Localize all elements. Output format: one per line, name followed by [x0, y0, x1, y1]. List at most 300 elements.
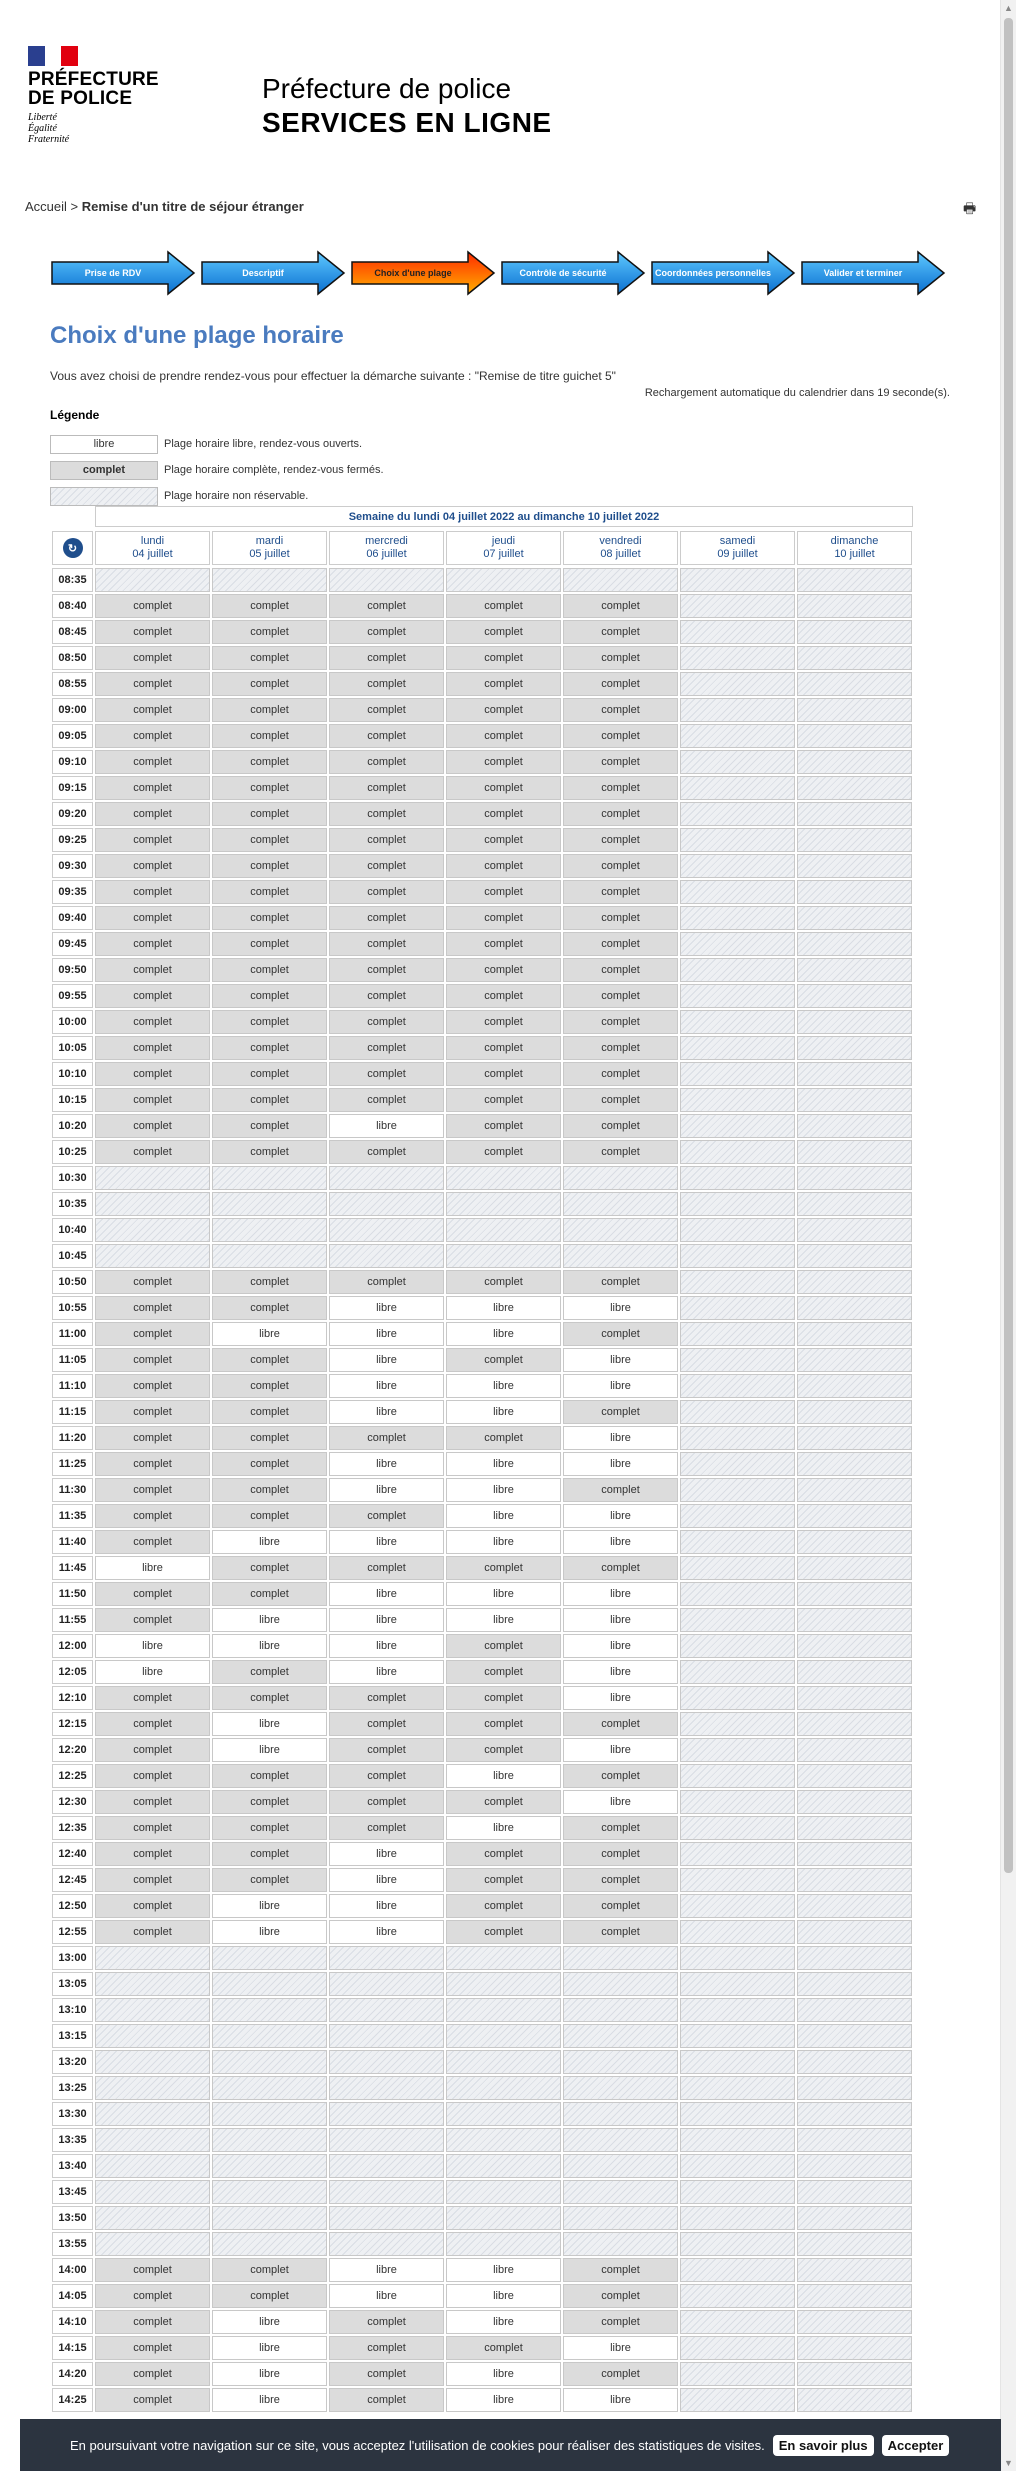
slot-full: complet [212, 1764, 327, 1788]
slot-full: complet [212, 1452, 327, 1476]
slot-unavailable [797, 1244, 912, 1268]
slot-unavailable [797, 594, 912, 618]
slot-free[interactable]: libre [446, 2310, 561, 2334]
table-row [52, 620, 914, 646]
slot-unavailable [797, 1530, 912, 1554]
slot-unavailable [680, 1712, 795, 1736]
slot-unavailable [797, 2232, 912, 2256]
slot-unavailable [680, 698, 795, 722]
slot-full: complet [329, 1062, 444, 1086]
slot-time: 11:15 [52, 1400, 93, 1424]
slot-unavailable [329, 2050, 444, 2074]
slot-free[interactable]: libre [563, 1504, 678, 1528]
slot-free[interactable]: libre [563, 1686, 678, 1710]
slot-time: 10:15 [52, 1088, 93, 1112]
table-row [52, 1192, 914, 1218]
slot-free[interactable]: libre [329, 1842, 444, 1866]
slot-free[interactable]: libre [329, 1452, 444, 1476]
slot-time: 13:45 [52, 2180, 93, 2204]
slot-unavailable [212, 2154, 327, 2178]
slot-free[interactable]: libre [446, 1530, 561, 1554]
slot-free[interactable]: libre [446, 1608, 561, 1632]
slot-time: 09:35 [52, 880, 93, 904]
slot-unavailable [446, 1946, 561, 1970]
slot-unavailable [797, 1972, 912, 1996]
slot-unavailable [797, 1790, 912, 1814]
slot-full: complet [563, 1764, 678, 1788]
slot-full: complet [212, 1400, 327, 1424]
table-row [52, 1998, 914, 2024]
slot-free[interactable]: libre [446, 1816, 561, 1840]
slot-time: 12:30 [52, 1790, 93, 1814]
slot-unavailable [797, 932, 912, 956]
slot-unavailable [680, 2050, 795, 2074]
cookie-text: En poursuivant votre navigation sur ce site, vous acceptez l'utilisation de cookies pour réaliser des statistiques de visites. [70, 2437, 765, 2453]
slot-full: complet [95, 802, 210, 826]
slot-free[interactable]: libre [446, 1400, 561, 1424]
slot-free[interactable]: libre [212, 1634, 327, 1658]
table-row [52, 880, 914, 906]
table-row [52, 1166, 914, 1192]
slot-full: complet [212, 1790, 327, 1814]
slot-full: complet [212, 1556, 327, 1580]
procedure-intro: Vous avez choisi de prendre rendez-vous pour effectuer la démarche suivante : "Remise de titre guichet 5" [50, 369, 616, 383]
slot-unavailable [797, 2206, 912, 2230]
slot-full: complet [446, 1894, 561, 1918]
slot-unavailable [446, 2102, 561, 2126]
slot-free[interactable]: libre [212, 1608, 327, 1632]
slot-unavailable [212, 1218, 327, 1242]
slot-unavailable [329, 2076, 444, 2100]
slot-unavailable [797, 1738, 912, 1762]
slot-free[interactable]: libre [329, 1530, 444, 1554]
step-label: Contrôle de sécurité [519, 268, 607, 278]
slot-time: 09:45 [52, 932, 93, 956]
slot-unavailable [212, 1998, 327, 2022]
slot-unavailable [797, 1140, 912, 1164]
slot-free[interactable]: libre [329, 1634, 444, 1658]
slot-free[interactable]: libre [563, 2336, 678, 2360]
slot-time: 12:00 [52, 1634, 93, 1658]
slot-unavailable [212, 1192, 327, 1216]
legend-text: Plage horaire non réservable. [164, 490, 309, 502]
slot-unavailable [680, 1088, 795, 1112]
slot-unavailable [329, 2232, 444, 2256]
slot-unavailable [797, 1478, 912, 1502]
slot-full: complet [95, 2388, 210, 2412]
slot-free[interactable]: libre [446, 1374, 561, 1398]
table-row [52, 1764, 914, 1790]
slot-time: 12:45 [52, 1868, 93, 1892]
slot-full: complet [329, 932, 444, 956]
slot-unavailable [797, 1816, 912, 1840]
slot-free[interactable]: libre [329, 1478, 444, 1502]
slot-unavailable [680, 1868, 795, 1892]
week-header: Semaine du lundi 04 juillet 2022 au dimanche 10 juillet 2022 [95, 506, 913, 527]
slot-full: complet [212, 2284, 327, 2308]
slot-unavailable [797, 698, 912, 722]
step-1[interactable] [50, 250, 200, 296]
slot-full: complet [446, 828, 561, 852]
slot-time: 13:05 [52, 1972, 93, 1996]
slot-free[interactable]: libre [329, 2284, 444, 2308]
table-row [52, 1088, 914, 1114]
slot-free[interactable]: libre [329, 1348, 444, 1372]
slot-time: 09:25 [52, 828, 93, 852]
slot-full: complet [95, 646, 210, 670]
slot-unavailable [680, 1530, 795, 1554]
slot-full: complet [212, 1270, 327, 1294]
slot-free[interactable]: libre [329, 1322, 444, 1346]
slot-full: complet [446, 1842, 561, 1866]
slot-full: complet [563, 1270, 678, 1294]
table-row [52, 906, 914, 932]
slot-full: complet [563, 672, 678, 696]
prefecture-logo[interactable] [28, 46, 158, 145]
slot-full: complet [212, 932, 327, 956]
slot-full: complet [329, 2310, 444, 2334]
step-4[interactable] [500, 250, 650, 296]
slot-unavailable [680, 2076, 795, 2100]
motto-fraternite: Fraternité [28, 134, 70, 145]
slot-full: complet [329, 620, 444, 644]
slot-time: 14:15 [52, 2336, 93, 2360]
slot-free[interactable]: libre [212, 1920, 327, 1944]
slot-free[interactable]: libre [329, 1400, 444, 1424]
table-row [52, 594, 914, 620]
slot-full: complet [563, 750, 678, 774]
slot-full: complet [563, 1400, 678, 1424]
table-row [52, 1426, 914, 1452]
slot-full: complet [563, 594, 678, 618]
slot-free[interactable]: libre [563, 1660, 678, 1684]
table-row [52, 1920, 914, 1946]
slot-free[interactable]: libre [329, 1114, 444, 1138]
step-6[interactable] [800, 250, 950, 296]
slot-unavailable [680, 2128, 795, 2152]
slot-free[interactable]: libre [95, 1556, 210, 1580]
slot-full: complet [563, 1114, 678, 1138]
slot-full: complet [446, 1634, 561, 1658]
slot-free[interactable]: libre [212, 1712, 327, 1736]
scrollbar-thumb[interactable] [1004, 18, 1013, 1873]
slot-unavailable [212, 2206, 327, 2230]
slot-full: complet [95, 1478, 210, 1502]
slot-unavailable [680, 1322, 795, 1346]
slot-full: complet [563, 1322, 678, 1346]
slot-unavailable [329, 1192, 444, 1216]
slot-free[interactable]: libre [329, 1894, 444, 1918]
slot-unavailable [680, 1270, 795, 1294]
slot-time: 11:05 [52, 1348, 93, 1372]
slot-free[interactable]: libre [446, 1452, 561, 1476]
slot-unavailable [797, 2154, 912, 2178]
slot-free[interactable]: libre [563, 1790, 678, 1814]
slot-time: 09:05 [52, 724, 93, 748]
slot-unavailable [680, 1556, 795, 1580]
table-row [52, 1634, 914, 1660]
slot-full: complet [446, 854, 561, 878]
slot-full: complet [95, 1504, 210, 1528]
slot-full: complet [212, 958, 327, 982]
slot-full: complet [329, 776, 444, 800]
day-name: mardi [255, 535, 284, 547]
slot-time: 11:55 [52, 1608, 93, 1632]
slot-time: 13:25 [52, 2076, 93, 2100]
slot-full: complet [329, 1686, 444, 1710]
cookie-accept-button[interactable]: Accepter [882, 2435, 950, 2456]
slot-full: complet [446, 1738, 561, 1762]
day-date: 07 juillet [483, 548, 524, 560]
table-row [52, 1946, 914, 1972]
slot-unavailable [95, 1998, 210, 2022]
table-row [52, 1790, 914, 1816]
slot-unavailable [797, 906, 912, 930]
slot-free[interactable]: libre [563, 2388, 678, 2412]
time-slot-rows [52, 568, 914, 2414]
slot-free[interactable]: libre [212, 2310, 327, 2334]
slot-unavailable [680, 724, 795, 748]
slot-unavailable [446, 568, 561, 592]
slot-unavailable [797, 776, 912, 800]
table-row [52, 1868, 914, 1894]
slot-unavailable [563, 2050, 678, 2074]
slot-time: 11:40 [52, 1530, 93, 1554]
slot-time: 09:15 [52, 776, 93, 800]
slot-free[interactable]: libre [212, 2336, 327, 2360]
slot-unavailable [680, 1244, 795, 1268]
slot-free[interactable]: libre [446, 2284, 561, 2308]
slot-free[interactable]: libre [212, 1894, 327, 1918]
slot-full: complet [95, 2362, 210, 2386]
table-row [52, 1374, 914, 1400]
table-row [52, 1660, 914, 1686]
slot-full: complet [212, 1348, 327, 1372]
slot-unavailable [797, 1166, 912, 1190]
slot-unavailable [680, 1218, 795, 1242]
slot-full: complet [563, 776, 678, 800]
table-row [52, 750, 914, 776]
slot-full: complet [563, 724, 678, 748]
scroll-up-icon[interactable]: ▲ [1004, 3, 1013, 13]
slot-time: 08:55 [52, 672, 93, 696]
cookie-more-button[interactable]: En savoir plus [773, 2435, 874, 2456]
slot-unavailable [797, 1556, 912, 1580]
slot-full: complet [212, 1296, 327, 1320]
slot-unavailable [446, 1998, 561, 2022]
table-row [52, 1738, 914, 1764]
slot-full: complet [212, 1062, 327, 1086]
slot-free[interactable]: libre [563, 1452, 678, 1476]
slot-free[interactable]: libre [329, 1582, 444, 1606]
slot-free[interactable]: libre [563, 1296, 678, 1320]
slot-free[interactable]: libre [563, 1374, 678, 1398]
slot-full: complet [329, 1140, 444, 1164]
slot-free[interactable]: libre [446, 1322, 561, 1346]
slot-free[interactable]: libre [563, 1634, 678, 1658]
slot-free[interactable]: libre [446, 1478, 561, 1502]
slot-unavailable [797, 1998, 912, 2022]
slot-free[interactable]: libre [446, 1296, 561, 1320]
slot-free[interactable]: libre [446, 2388, 561, 2412]
slot-unavailable [563, 2128, 678, 2152]
table-row [52, 1972, 914, 1998]
slot-unavailable [680, 1972, 795, 1996]
slot-unavailable [797, 1270, 912, 1294]
slot-unavailable [563, 2076, 678, 2100]
slot-free[interactable]: libre [329, 1868, 444, 1892]
table-row [52, 2388, 914, 2414]
slot-unavailable [446, 1972, 561, 1996]
slot-full: complet [95, 828, 210, 852]
slot-unavailable [680, 1166, 795, 1190]
slot-full: complet [446, 880, 561, 904]
slot-free[interactable]: libre [212, 2362, 327, 2386]
slot-unavailable [329, 1166, 444, 1190]
slot-full: complet [95, 750, 210, 774]
slot-free[interactable]: libre [95, 1660, 210, 1684]
slot-full: complet [95, 1088, 210, 1112]
slot-free[interactable]: libre [329, 1296, 444, 1320]
slot-unavailable [797, 1946, 912, 1970]
slot-full: complet [95, 1426, 210, 1450]
slot-free[interactable]: libre [446, 2362, 561, 2386]
slot-time: 09:50 [52, 958, 93, 982]
slot-free[interactable]: libre [563, 1582, 678, 1606]
slot-unavailable [446, 2154, 561, 2178]
day-name: vendredi [599, 535, 642, 547]
slot-unavailable [95, 1218, 210, 1242]
slot-full: complet [446, 594, 561, 618]
slot-free[interactable]: libre [329, 1660, 444, 1684]
slot-free[interactable]: libre [563, 1738, 678, 1762]
slot-unavailable [680, 2336, 795, 2360]
slot-free[interactable]: libre [212, 1738, 327, 1762]
slot-free[interactable]: libre [446, 1764, 561, 1788]
page-scrollbar[interactable] [1000, 0, 1016, 2471]
slot-time: 11:35 [52, 1504, 93, 1528]
slot-unavailable [797, 1660, 912, 1684]
slot-full: complet [95, 1608, 210, 1632]
slot-full: complet [446, 1660, 561, 1684]
slot-full: complet [95, 2258, 210, 2282]
slot-full: complet [446, 1790, 561, 1814]
table-row [52, 1244, 914, 1270]
slot-unavailable [680, 594, 795, 618]
slot-free[interactable]: libre [329, 1920, 444, 1944]
slot-free[interactable]: libre [95, 1634, 210, 1658]
day-date: 04 juillet [132, 548, 173, 560]
slot-unavailable [797, 1114, 912, 1138]
slot-unavailable [680, 672, 795, 696]
slot-unavailable [563, 1244, 678, 1268]
slot-unavailable [680, 1764, 795, 1788]
slot-full: complet [212, 750, 327, 774]
refresh-calendar-button[interactable] [52, 531, 93, 565]
slot-unavailable [797, 2284, 912, 2308]
slot-full: complet [563, 2284, 678, 2308]
slot-full: complet [563, 1816, 678, 1840]
slot-unavailable [797, 568, 912, 592]
slot-time: 11:00 [52, 1322, 93, 1346]
slot-free[interactable]: libre [329, 1608, 444, 1632]
slot-free[interactable]: libre [212, 2388, 327, 2412]
legend-swatch-full: complet [50, 461, 158, 480]
slot-unavailable [212, 2050, 327, 2074]
slot-unavailable [563, 2232, 678, 2256]
slot-unavailable [797, 1868, 912, 1892]
slot-unavailable [95, 1166, 210, 1190]
slot-full: complet [329, 672, 444, 696]
slot-free[interactable]: libre [563, 1348, 678, 1372]
slot-unavailable [563, 1192, 678, 1216]
table-row [52, 1842, 914, 1868]
slot-full: complet [329, 2362, 444, 2386]
slot-unavailable [329, 1998, 444, 2022]
table-row [52, 2102, 914, 2128]
slot-free[interactable]: libre [563, 1608, 678, 1632]
slot-unavailable [446, 2206, 561, 2230]
slot-unavailable [446, 2180, 561, 2204]
slot-full: complet [212, 1842, 327, 1866]
slot-unavailable [446, 2232, 561, 2256]
slot-time: 13:30 [52, 2102, 93, 2126]
slot-unavailable [680, 1140, 795, 1164]
printer-icon[interactable]: 🖶 [963, 200, 977, 216]
table-row [52, 1478, 914, 1504]
slot-free[interactable]: libre [329, 2258, 444, 2282]
slot-unavailable [680, 1192, 795, 1216]
slot-unavailable [95, 2128, 210, 2152]
slot-full: complet [212, 698, 327, 722]
slot-free[interactable]: libre [212, 1530, 327, 1554]
breadcrumb-home-link[interactable]: Accueil [25, 199, 67, 214]
slot-full: complet [212, 776, 327, 800]
legend-title: Légende [50, 408, 100, 422]
slot-full: complet [563, 1036, 678, 1060]
slot-free[interactable]: libre [446, 1582, 561, 1606]
slot-full: complet [95, 932, 210, 956]
slot-unavailable [563, 1946, 678, 1970]
slot-full: complet [446, 646, 561, 670]
slot-full: complet [446, 1088, 561, 1112]
slot-unavailable [329, 2024, 444, 2048]
slot-full: complet [329, 2336, 444, 2360]
slot-unavailable [563, 1972, 678, 1996]
slot-free[interactable]: libre [446, 1504, 561, 1528]
slot-unavailable [95, 2232, 210, 2256]
motto-egalite: Égalité [28, 123, 57, 134]
step-5[interactable] [650, 250, 800, 296]
slot-time: 08:40 [52, 594, 93, 618]
slot-full: complet [95, 1894, 210, 1918]
slot-unavailable [95, 1192, 210, 1216]
slot-free[interactable]: libre [329, 1374, 444, 1398]
table-row [52, 1270, 914, 1296]
slot-unavailable [680, 2232, 795, 2256]
step-2[interactable] [200, 250, 350, 296]
slot-free[interactable]: libre [212, 1322, 327, 1346]
slot-unavailable [797, 1608, 912, 1632]
slot-free[interactable]: libre [446, 2258, 561, 2282]
step-3[interactable] [350, 250, 500, 296]
slot-full: complet [329, 1270, 444, 1294]
slot-free[interactable]: libre [563, 1530, 678, 1554]
slot-full: complet [95, 724, 210, 748]
slot-free[interactable]: libre [563, 1426, 678, 1450]
scroll-down-icon[interactable]: ▼ [1004, 2458, 1013, 2468]
slot-unavailable [680, 906, 795, 930]
